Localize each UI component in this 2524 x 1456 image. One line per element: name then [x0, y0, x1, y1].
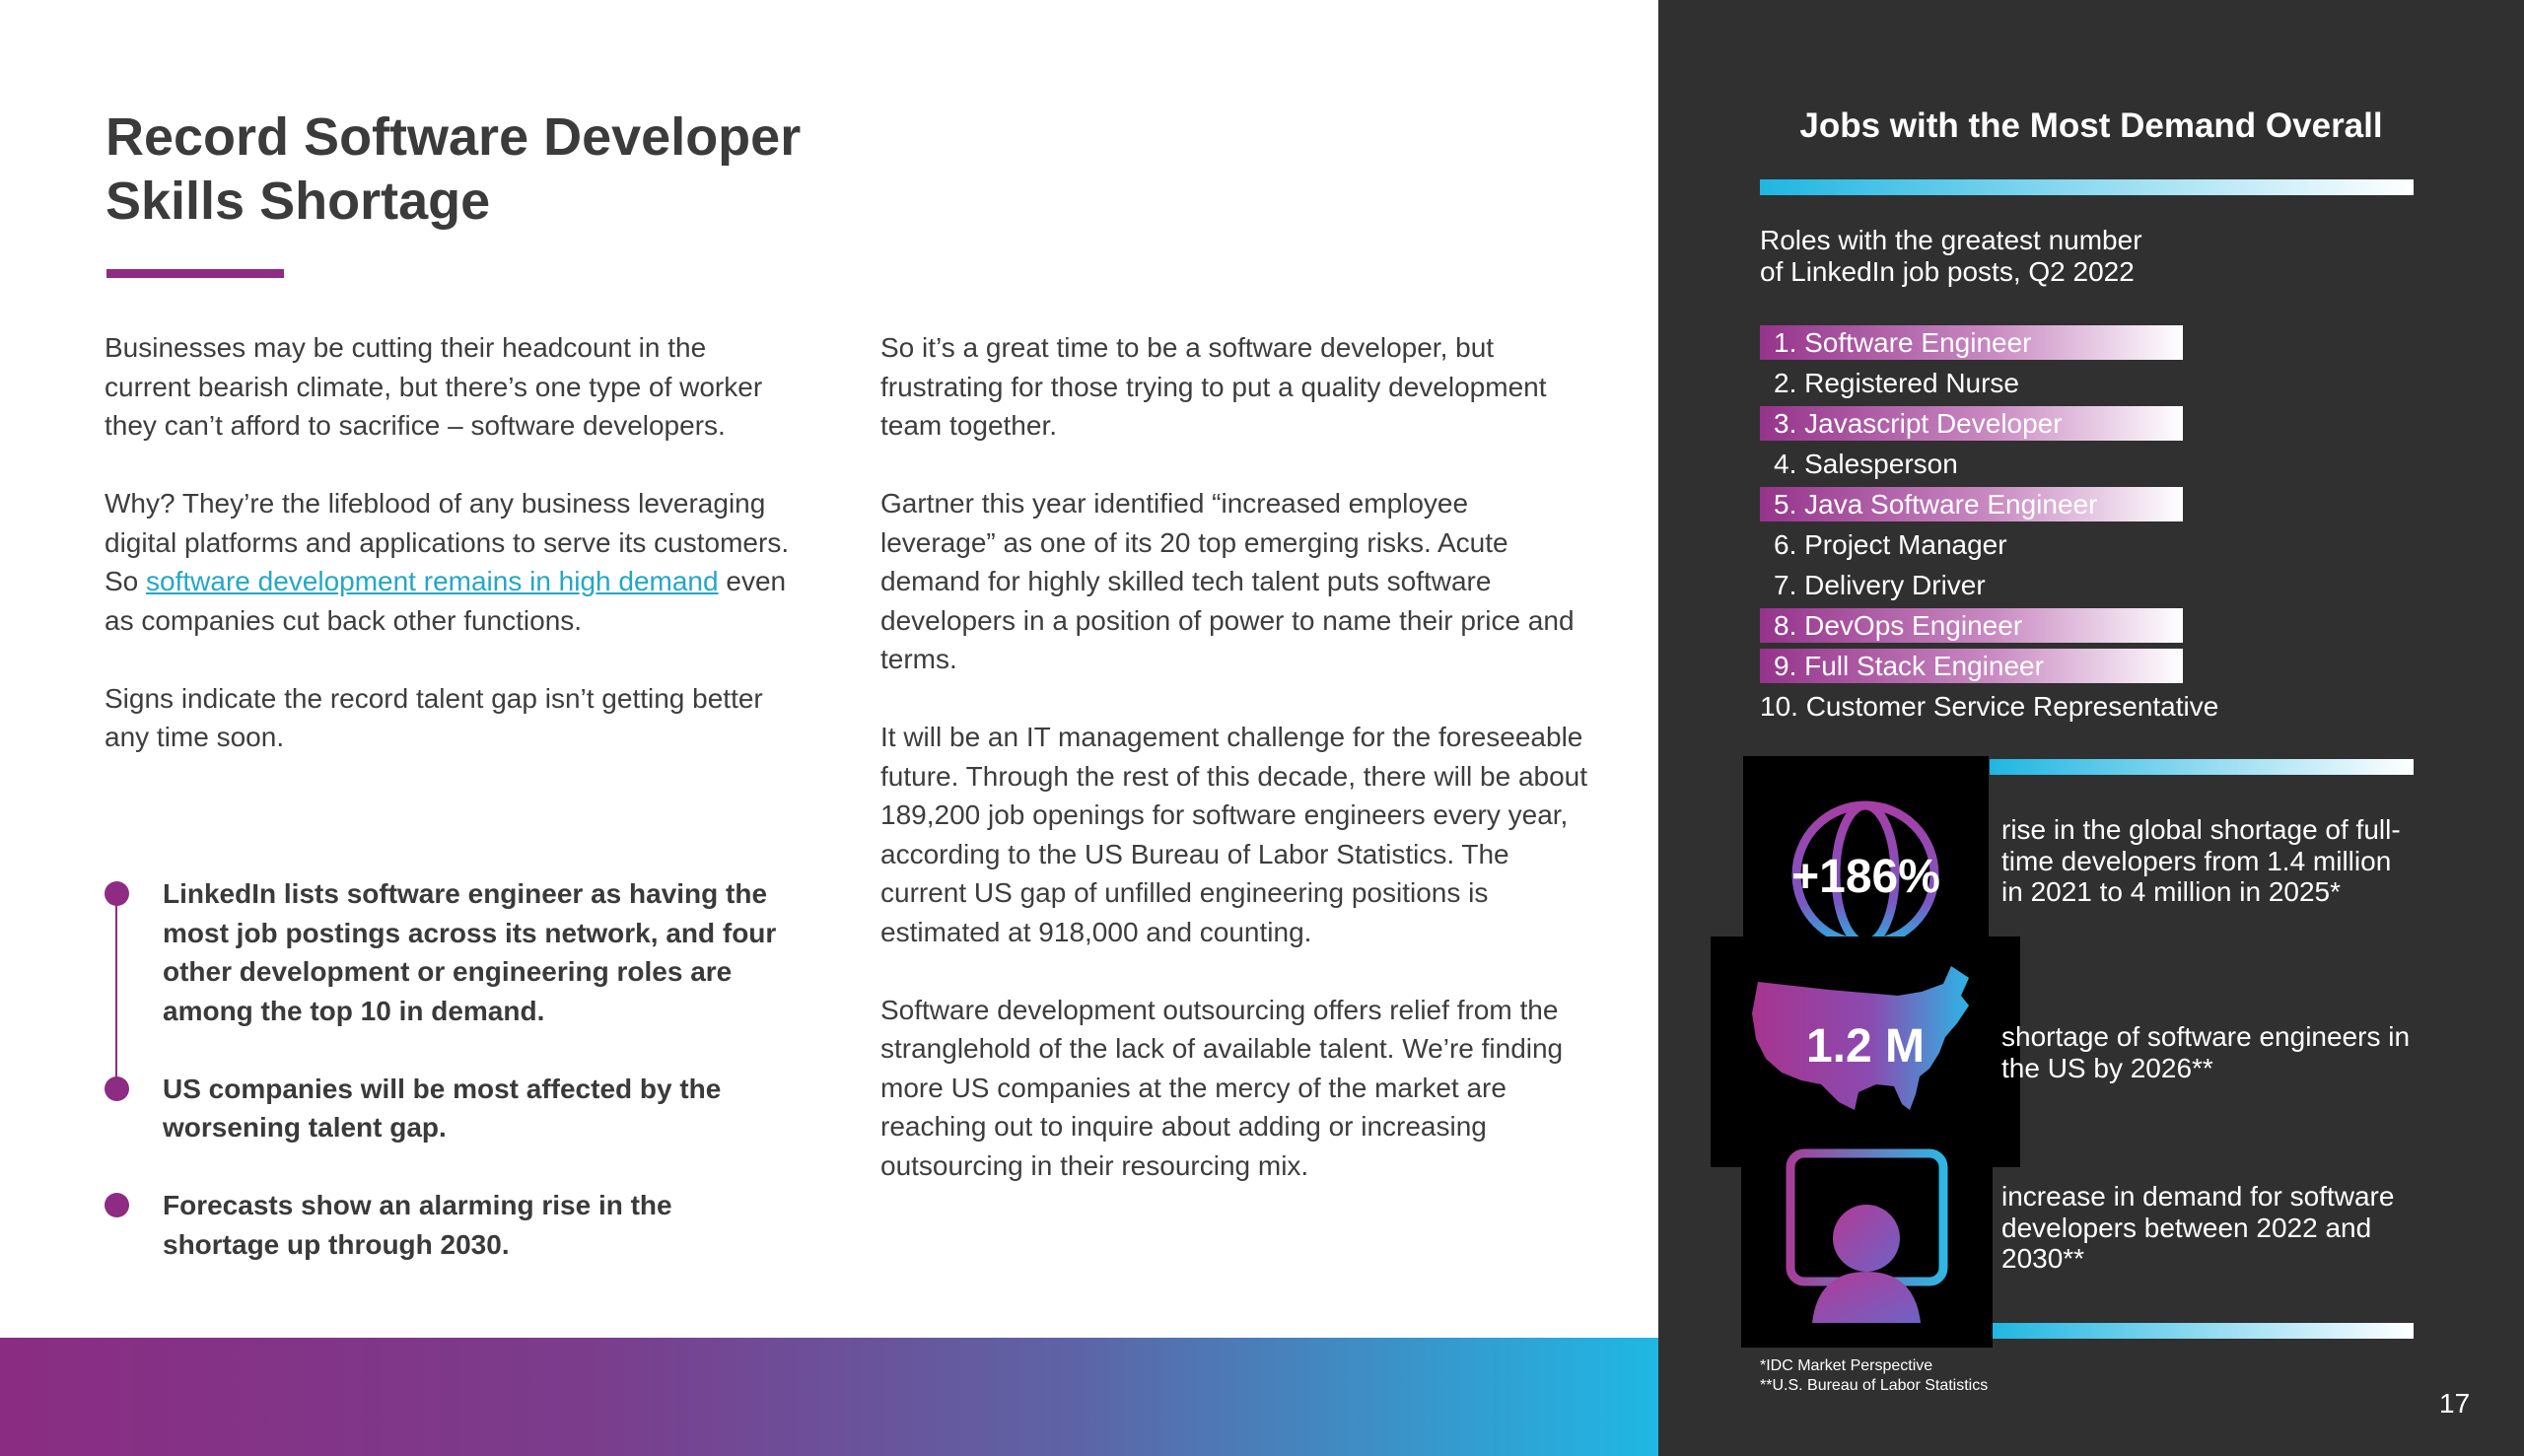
gradient-divider	[1760, 179, 2414, 195]
paragraph-text: even as companies cut back other functions.	[105, 566, 787, 636]
globe-icon-box	[1743, 756, 1989, 939]
footnotes	[1760, 1356, 1988, 1396]
paragraph: Software development outsourcing offers relief from the stranglehold of the lack of available talent. We’re finding more US companies at the mercy of the market are reaching out to inquire about adding or increasing outsourcing in their resourcing mix.	[880, 994, 1564, 1181]
sidebar-title: Jobs with the Most Demand Overall	[1799, 106, 2383, 145]
bullet-list	[105, 874, 795, 1303]
job-label: 2. Registered Nurse	[1774, 368, 2020, 398]
job-item	[1760, 649, 2470, 689]
stat-description: shortage of software engineers in the US by 2026**	[2001, 1021, 2411, 1083]
job-item	[1760, 366, 2470, 406]
paragraph: Businesses may be cutting their headcount in the current bearish climate, but there’s one type of worker they can’t afford to sacrifice – software developers.	[105, 332, 763, 441]
person-monitor-icon	[1741, 1124, 1993, 1348]
bullet-item	[105, 874, 795, 1030]
paragraph	[105, 484, 795, 640]
job-label: 1. Software Engineer	[1774, 327, 2032, 358]
gradient-divider	[1990, 1323, 2414, 1339]
bullet-text: LinkedIn lists software engineer as having the most job postings across its network, and four other development or engineering roles are among the top 10 in demand.	[163, 878, 777, 1026]
column-left	[105, 328, 795, 796]
paragraph: Gartner this year identified “increased employee leverage” as one of its 20 top emerging risks. Acute demand for highly skilled tech talent puts software developers in a position of power to name their price and terms.	[880, 488, 1575, 674]
person-monitor-icon-box	[1741, 1124, 1993, 1348]
bullet-item	[105, 1186, 795, 1264]
paragraph: Signs indicate the record talent gap isn’t getting better any time soon.	[105, 682, 763, 752]
stat-value: +186%	[1791, 851, 1940, 903]
bullet-dot-icon	[105, 881, 129, 906]
jobs-list	[1760, 325, 2470, 729]
job-item	[1760, 406, 2470, 447]
globe-icon	[1743, 756, 1989, 939]
job-label: 8. DevOps Engineer	[1774, 610, 2023, 641]
stat-description: increase in demand for software developers between 2022 and 2030**	[2001, 1181, 2395, 1274]
stat-description: rise in the global shortage of full-time developers from 1.4 million in 2021 to 4 million in 2025*	[2001, 814, 2401, 907]
job-item	[1760, 527, 2470, 568]
software-demand-link[interactable]: software development remains in high demand	[146, 566, 719, 596]
job-label: 4. Salesperson	[1774, 449, 1958, 479]
job-item	[1760, 325, 2470, 366]
job-label: 9. Full Stack Engineer	[1774, 651, 2044, 681]
bottom-gradient-bar	[0, 1338, 1658, 1456]
page-number: 17	[2439, 1388, 2471, 1419]
job-label: 5. Java Software Engineer	[1774, 489, 2098, 520]
gradient-divider	[1990, 759, 2414, 775]
job-item	[1760, 608, 2470, 649]
paragraph: It will be an IT management challenge for the foreseeable future. Through the rest of this decade, there will be about 189,200 job openings for software engineers every year, according to the US Bureau of Labor Statistics. The current US gap of unfilled engineering positions is estimated at 918,000 and counting.	[880, 722, 1588, 947]
sidebar-panel	[1658, 0, 2524, 1456]
title-line-1: Record Software Developer	[105, 107, 802, 167]
page-title	[105, 105, 855, 234]
job-item	[1760, 689, 2470, 729]
job-label: 6. Project Manager	[1774, 529, 2007, 560]
title-line-2: Skills Shortage	[105, 172, 491, 231]
footnote: *IDC Market Perspective	[1760, 1357, 1933, 1374]
title-underline	[106, 269, 284, 278]
job-item	[1760, 447, 2470, 487]
bullet-dot-icon	[105, 1076, 129, 1101]
bullet-text: Forecasts show an alarming rise in the shortage up through 2030.	[163, 1190, 672, 1260]
job-label: 7. Delivery Driver	[1774, 570, 1986, 600]
job-label: 10. Customer Service Representative	[1760, 691, 2219, 722]
subtitle-line: Roles with the greatest number	[1760, 225, 2142, 255]
sidebar-subtitle	[1760, 225, 2292, 288]
footnote: **U.S. Bureau of Labor Statistics	[1760, 1377, 1989, 1394]
paragraph-text: Why? They’re the lifeblood of any business leveraging digital platforms and applications to serve its customers. So	[105, 488, 790, 596]
job-item	[1760, 487, 2470, 527]
bullet-item	[105, 1070, 795, 1147]
column-right	[880, 328, 1590, 1224]
bullet-text: US companies will be most affected by the worsening talent gap.	[163, 1073, 722, 1143]
bullet-dot-icon	[105, 1193, 129, 1217]
stat-value: 1.2 M	[1805, 1020, 1926, 1073]
subtitle-line: of LinkedIn job posts, Q2 2022	[1760, 256, 2135, 287]
paragraph: So it’s a great time to be a software developer, but frustrating for those trying to put a quality development team together.	[880, 332, 1547, 441]
job-item	[1760, 568, 2470, 608]
job-label: 3. Javascript Developer	[1774, 408, 2063, 439]
